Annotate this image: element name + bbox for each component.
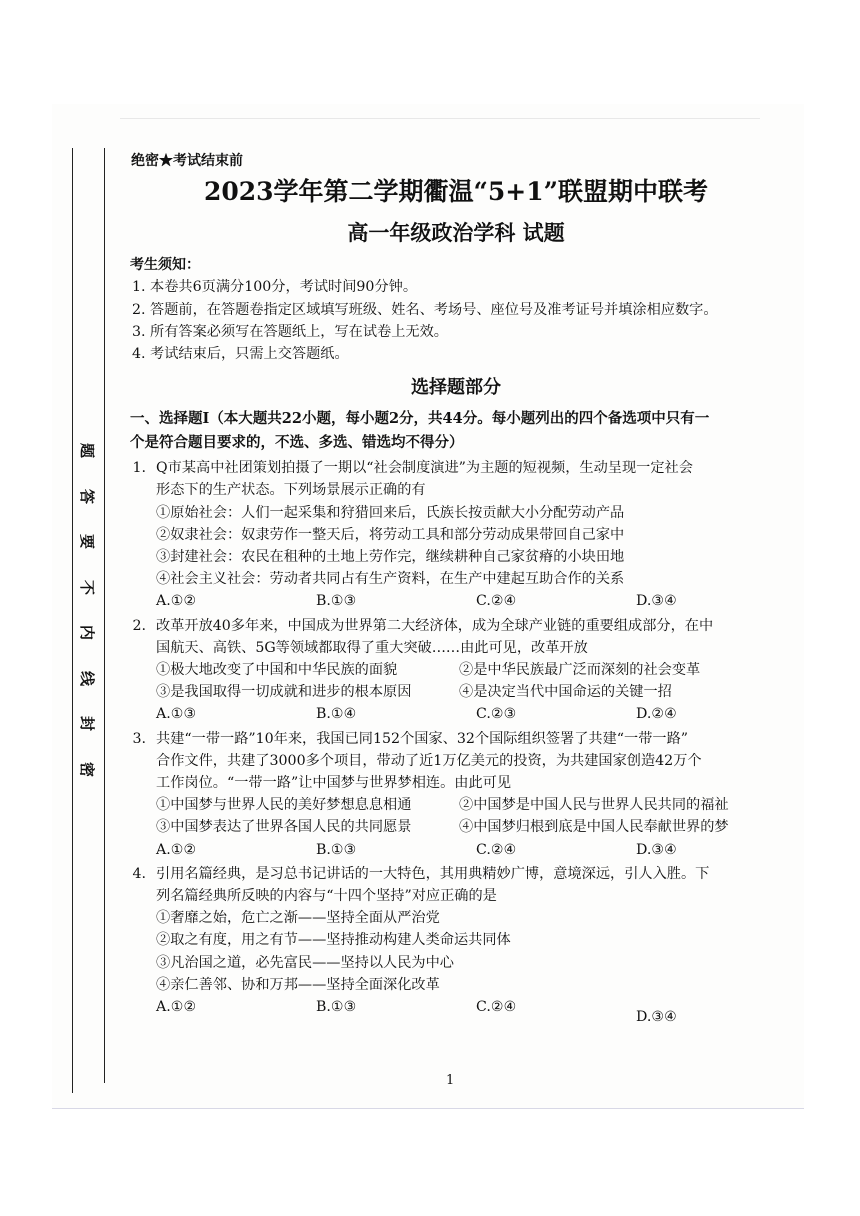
binding-line-outer [72,148,73,1093]
statement: ①极大地改变了中国和中华民族的面貌 [156,662,398,679]
option-d: D.③④ [636,1009,677,1026]
statement: ④是决定当代中国命运的关键一招 [459,684,672,701]
question-stem: 引用名篇经典，是习总书记讲话的一大特色，其用典精妙广博，意境深远，引人入胜。下 [156,865,710,882]
statement: ③中国梦表达了世界各国人民的共同愿景 [156,819,412,836]
question-2 [116,615,796,726]
statement: ②取之有度，用之有节——坚持推动构建人类命运共同体 [156,932,511,949]
statement: ②奴隶社会：奴隶劳作一整天后，将劳动工具和部分劳动成果带回自己家中 [156,526,625,543]
statement: ①中国梦与世界人民的美好梦想息息相通 [156,797,412,814]
option-c: C.②④ [476,593,517,610]
exam-subtitle: 高一年级政治学科 试题 [347,220,565,246]
notice-item: 3. 所有答案必须写在答题纸上，写在试卷上无效。 [132,323,448,340]
option-d: D.③④ [636,841,677,858]
confidential-label: 绝密★考试结束前 [131,153,243,169]
exam-title: 2023学年第二学期衢温“5+1”联盟期中联考 [203,177,709,207]
question-4 [116,863,796,1026]
question-stem-cont: 工作岗位。“一带一路”让中国梦与世界梦相连。由此可见 [156,775,512,792]
binding-char: 要 [78,534,97,550]
statement: ④社会主义社会：劳动者共同占有生产资料，在生产中建起互助合作的关系 [156,571,625,588]
notice-item: 1. 本卷共6页满分100分，考试时间90分钟。 [132,279,418,296]
statement-row [156,681,796,703]
question-number: 2. [132,617,146,634]
question-stem-cont: 形态下的生产状态。下列场景展示正确的有 [156,482,426,499]
statement: ①奢靡之始，危亡之渐——坚持全面从严治党 [156,910,440,927]
statement-row [156,816,796,838]
statement: ②是中华民族最广泛而深刻的社会变革 [459,662,701,679]
part-heading-cont: 个是符合题目要求的，不选、多选、错选均不得分） [130,434,464,452]
question-number: 1. [132,460,146,477]
question-number: 4. [132,865,146,882]
question-stem: 共建“一带一路”10年来，我国已同152个国家、32个国际组织签署了共建“一带一路” [156,730,689,747]
option-b: B.①③ [316,999,357,1016]
question-3 [116,728,796,861]
part-heading: 一、选择题Ⅰ（本大题共22小题，每小题2分，共44分。每小题列出的四个备选项中只有一 [130,410,710,428]
statement-row [156,794,796,816]
option-a: A.①② [156,999,197,1016]
scan-artifact [120,118,760,119]
binding-char: 题 [78,442,97,459]
binding-char: 内 [78,625,97,641]
statement: ③封建社会：农民在租种的土地上劳作完，继续耕种自己家贫瘠的小块田地 [156,549,625,566]
binding-char: 封 [78,716,97,732]
option-d: D.②④ [636,706,677,723]
answer-options [156,996,796,1026]
binding-char: 线 [78,670,97,686]
question-number: 3. [132,730,146,747]
statement: ③是我国取得一切成就和进步的根本原因 [156,684,412,701]
binding-char: 不 [78,579,97,595]
question-1 [116,457,796,612]
option-b: B.①④ [316,706,357,723]
option-a: A.①③ [156,706,197,723]
question-stem-cont: 合作文件，共建了3000多个项目，带动了近1万亿美元的投资，为共建国家创造42万个 [156,752,702,769]
notice-heading: 考生须知： [130,257,200,274]
question-stem: Q市某高中社团策划拍摄了一期以“社会制度演进”为主题的短视频，生动呈现一定社会 [156,460,693,477]
statement: ②中国梦是中国人民与世界人民共同的福祉 [459,797,729,814]
statement: ④亲仁善邻、协和万邦——坚持全面深化改革 [156,976,440,993]
binding-warning [76,440,100,780]
option-a: A.①② [156,593,197,610]
question-stem-cont: 列名篇经典所反映的内容与“十四个坚持”对应正确的是 [156,888,497,905]
binding-line-inner [104,148,105,1083]
question-stem-cont: 国航天、高铁、5G等领域都取得了重大突破……由此可见，改革开放 [156,639,588,656]
section-title: 选择题部分 [411,377,501,399]
answer-options [156,839,796,861]
statement: ③凡治国之道，必先富民——坚持以人民为中心 [156,954,454,971]
notice-item: 4. 考试结束后，只需上交答题纸。 [132,346,349,363]
statement-row [156,659,796,681]
option-a: A.①② [156,841,197,858]
notice-item: 2. 答题前，在答题卷指定区域填写班级、姓名、考场号、座位号及准考证号并填涂相应数字。 [132,301,718,318]
page-number: 1 [446,1073,455,1088]
binding-char: 答 [78,488,97,504]
option-b: B.①③ [316,841,357,858]
option-c: C.②④ [476,841,517,858]
option-c: C.②③ [476,706,517,723]
binding-char: 密 [78,761,97,777]
answer-options [156,590,796,612]
option-c: C.②④ [476,999,517,1016]
statement: ①原始社会：人们一起采集和狩猎回来后，氏族长按贡献大小分配劳动产品 [156,504,625,521]
option-d: D.③④ [636,593,677,610]
option-b: B.①③ [316,593,357,610]
answer-options [156,703,796,725]
question-stem: 改革开放40多年来，中国成为世界第二大经济体，成为全球产业链的重要组成部分，在中 [156,617,714,634]
statement: ④中国梦归根到底是中国人民奉献世界的梦 [459,819,729,836]
exam-content [116,150,796,1026]
